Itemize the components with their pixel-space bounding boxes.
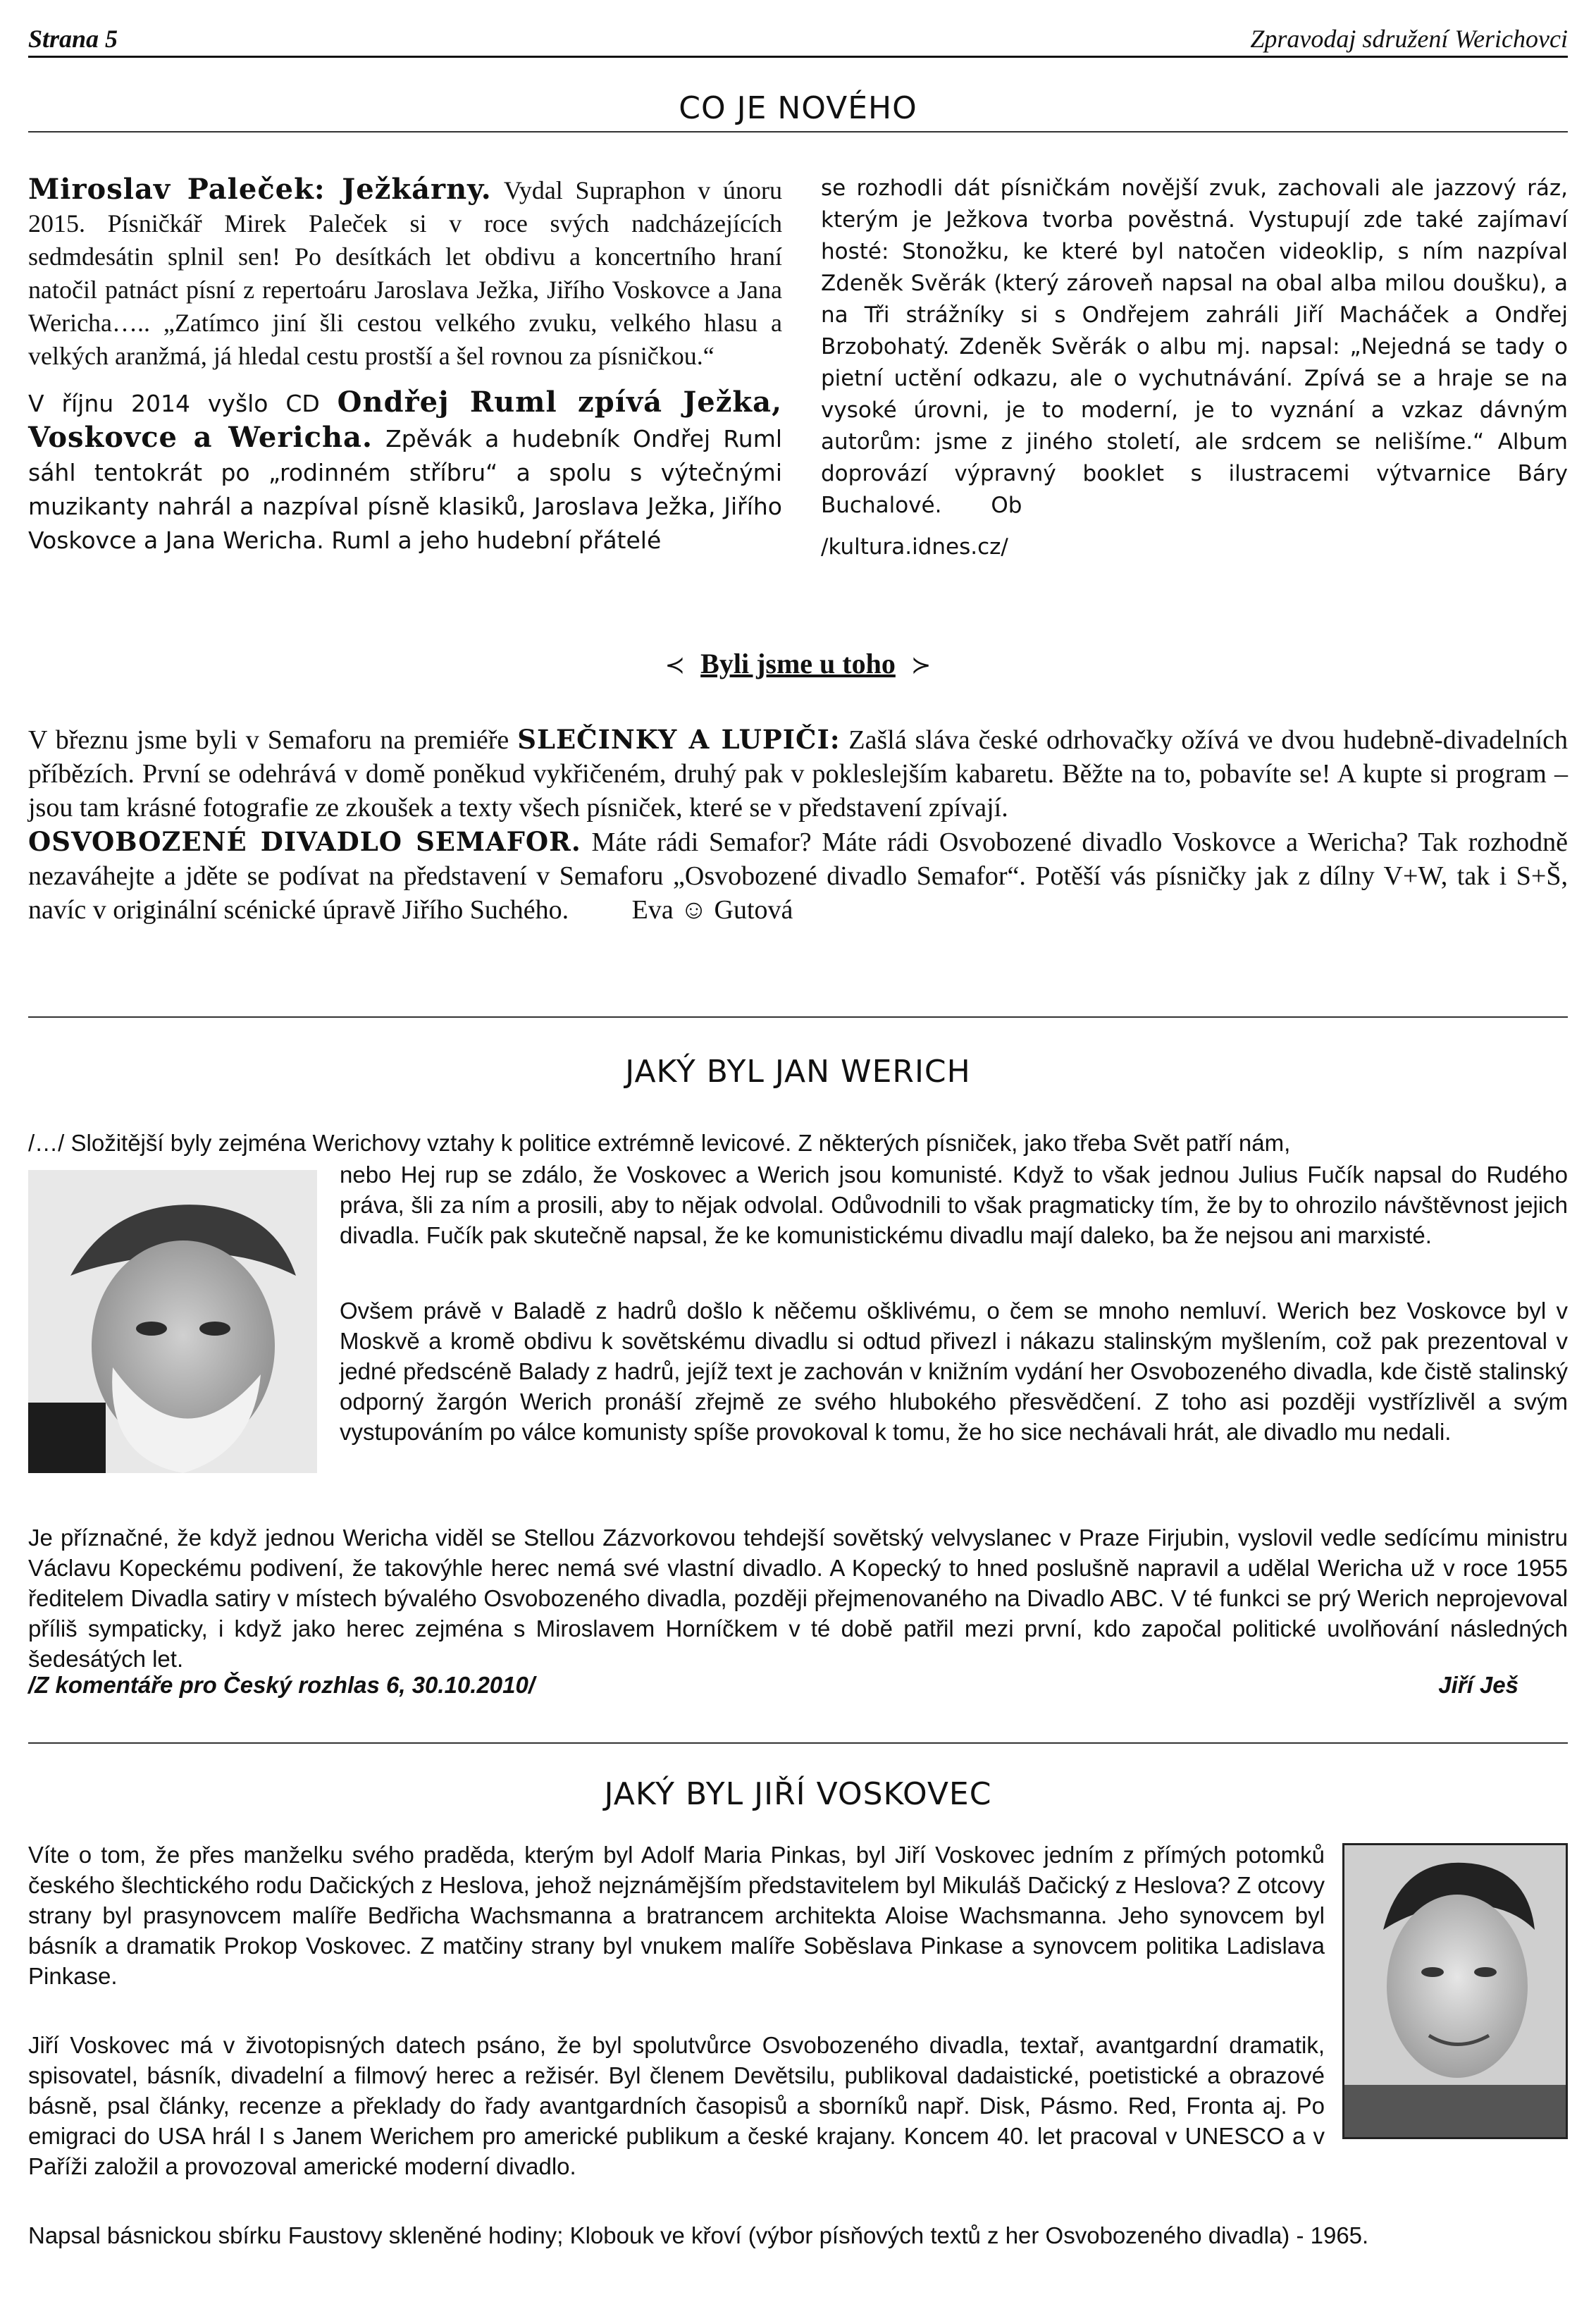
voskovec-paragraph-1: Víte o tom, že přes manželku svého praděda, kterým byl Adolf Maria Pinkas, byl Jiří Voskovec jedním z přímých potomků českého šlechtického rodu Dačických z Heslova, jehož nejznámějším představitelem byl Mikuláš Dačický z Heslova? Z otcovy strany byl prasynovcem malíře Bedřicha Wachsmanna a bratrancem architekta Aloise Wachsmanna. Jeho synovcem byl básník a dramatik Prokop Voskovec. Z matčiny strany byl vnukem malíře Soběslava Pinkase a synovcem politika Ladislava Pinkase.: [28, 1842, 1325, 1989]
werich-paragraph-1: nebo Hej rup se zdálo, že Voskovec a Werich jsou komunisté. Když to však jednou Julius Fučík napsal do Rudého práva, šli za ním a prosili, aby to nějak odvolal. Odůvodnili to však pragmaticky tím, že by to ohrozilo návštěvnost jejich divadla. Fučík pak skutečně napsal, že ke komunistickému divadlu mají daleko, ba že nejsou ani marxisté.: [340, 1162, 1568, 1248]
section-title-werich: JAKÝ BYL JAN WERICH: [625, 1054, 971, 1090]
werich-source-row: [28, 1672, 1568, 1699]
ruml-title: Ondřej Ruml zpívá Ježka, Voskovce a Wericha.: [28, 386, 782, 454]
semafor-paragraph: OSVOBOZENÉ DIVADLO SEMAFOR. Máte rádi Semafor? Máte rádi Osvobozené divadlo Voskovce a Wericha? Tak rozhodně nezaváhejte a jděte se podívat na představení v Semaforu „Osvobozené divadlo Semafor“. Potěší vás písničky jak z dílny V+W, tak i S+Š, navíc v originální scénické úpravě Jiřího Suchého. Eva ☺ Gutová: [28, 826, 1568, 925]
werich-author: Jiří Ješ: [1438, 1672, 1518, 1698]
divider: [28, 1742, 1568, 1744]
palecek-text: Vydal Supraphon v únoru 2015. Písničkář Mirek Paleček si v roce svých nadcházejících sedmdesátin splnil sen! Po desítkách let obdivu a koncertního hraní natočil patnáct písní z repertoáru Jaroslava Ježka, Jiřího Voskovce a Jana Wericha….. „Zatímco jiní šli cestou velkého zvuku, velkého hlasu a velkých aranžmá, já hledal cestu prostší a šel rovnou za písničkou.“: [28, 176, 782, 370]
source-idnes: /kultura.idnes.cz/: [821, 534, 1008, 560]
right-arrow-icon: ≻: [910, 651, 932, 679]
divider: [28, 131, 1568, 133]
voskovec-paragraph-2: Jiří Voskovec má v životopisných datech psáno, že byl spolutvůrce Osvobozeného divadla, textař, avantgardní dramatik, spisovatel, básník, divadelní a filmový herec a režisér. Byl členem Devětsilu, publikoval dadaistické, poetistické a obrazové básně, psal články, recenze a překlady do řady avantgardních časopisů a sborníků např. Disk, Pásmo. Red, Fronta aj. Po emigraci do USA hrál I s Janem Werichem pro americké publikum a české krajany. Koncem 40. let pracoval v UNESCO a v Paříži založil a provozoval americké moderní divadlo.: [28, 2032, 1325, 2179]
divider: [28, 1016, 1568, 1018]
jiri-voskovec-photo: [1342, 1843, 1568, 2139]
section-title-voskovec: JAKÝ BYL JIŘÍ VOSKOVEC: [604, 1776, 992, 1812]
slecinky-title: SLEČINKY A LUPIČI:: [517, 724, 841, 755]
werich-intro: /…/ Složitější byly zejména Werichovy vztahy k politice extrémně levicové. Z některých písniček, jako třeba Svět patří nám,: [28, 1130, 1291, 1156]
left-arrow-icon: ≺: [664, 651, 686, 679]
voskovec-paragraph-3: Napsal básnickou sbírku Faustovy skleněné hodiny; Klobouk ve křoví (výbor písňových textů z her Osvobozeného divadla) - 1965.: [28, 2222, 1369, 2248]
newsletter-title: Zpravodaj sdružení Werichovci: [1250, 25, 1568, 53]
byli-body: [28, 722, 1568, 927]
werich-paragraph-2: Ovšem právě v Baladě z hadrů došlo k něčemu ošklivému, o čem se mnoho nemluví. Werich bez Voskovce byl v Moskvě a kromě obdivu k sovětskému divadlu si odtud přivezl i nákazu stalinským myšlením, což pak prezentoval v jedné předscéně Balady z hadrů, jejíž text je zachován v knižním vydání her Osvobozeného divadla, kde čistě stalinský odporný žargón Werich pronáší zřejmě ze svého hlubokého přesvědčení. Z toho asi později vystřízlivěl a svým vystupováním po válce komunisty spíše provokoval k tomu, že ho sice nechávali hrát, ale divadlo mu nedali.: [340, 1298, 1568, 1445]
ruml-intro: V říjnu 2014 vyšlo CD: [28, 390, 338, 417]
werich-source: /Z komentáře pro Český rozhlas 6, 30.10.2010/: [28, 1672, 536, 1698]
whats-new-left-column: [28, 173, 782, 558]
signature-ob: Ob: [991, 493, 1022, 518]
section-title-byli: [28, 647, 1568, 680]
palecek-paragraph: [28, 173, 782, 373]
byli-title: Byli jsme u toho: [700, 648, 896, 679]
jan-werich-photo: [28, 1170, 317, 1473]
slecinky-paragraph: V březnu jsme byli v Semaforu na premiéře SLEČINKY A LUPIČI: Zašlá sláva české odrhovačky ožívá ve dvou hudebně-divadelních příbězích. První se odehrává v domě poněkud vykřičeném, druhý pak v pokleslejším kabaretu. Běžte na to, pobavíte se! A kupte si program – jsou tam krásné fotografie ze zkoušek a texty všech písniček, které se v představení zpívají.: [28, 724, 1568, 823]
page-header: [28, 20, 1568, 58]
ruml-paragraph: [28, 386, 782, 558]
ruml-text: Zpěvák a hudebník Ondřej Ruml sáhl tentokrát po „rodinném stříbru“ a spolu s výtečnými muzikanty nahrál a nazpíval písně klasiků, Jaroslava Ježka, Jiřího Voskovce a Jana Wericha. Ruml a jeho hudební přátelé: [28, 425, 783, 554]
section-title-whats-new: CO JE NOVÉHO: [679, 90, 917, 126]
palecek-title: Miroslav Paleček: Ježkárny.: [28, 173, 492, 206]
whats-new-right-column: [821, 173, 1568, 563]
page-number: Strana 5: [28, 25, 118, 53]
semafor-title: OSVOBOZENÉ DIVADLO SEMAFOR.: [28, 826, 581, 857]
ruml-continued: se rozhodli dát písničkám novější zvuk, zachovali ale jazzový ráz, kterým je Ježkova tvorba pověstná. Vystupují zde také zajímaví hosté: Stonožku, ke které byl natočen videoklip, s ním nazpíval Zdeněk Svěrák (který zároveň napsal na obal alba milou doušku), a na Tři strážníky si s Ondřejem zahráli Jiří Macháček a Ondřej Brzobohatý. Zdeněk Svěrák o albu mj. napsal: „Nejedná se tady o pietní uctění odkazu, ale o vychutnávání. Zpívá se a hraje se na vysoké úrovni, je to moderní, je to vyznání a vzkaz dávným autorům: jsme z jiného století, ale srdcem se nelišíme.“ Album doprovází výpravný booklet s ilustracemi výtvarnice Báry Buchalové. Ob: [821, 176, 1568, 518]
werich-paragraph-3: Je příznačné, že když jednou Wericha viděl se Stellou Zázvorkovou tehdejší sovětský velvyslanec v Praze Firjubin, vyslovil vedle sedícímu ministru Václavu Kopeckému podivení, že takovýhle herec nemá své vlastní divadlo. A Kopecký to hned poslušně napravil a udělal Wericha už v roce 1955 ředitelem Divadla satiry v místech bývalého Osvobozeného divadla, později přejmenovaného na Divadlo ABC. V té funkci se prý Werich neprojevoval příliš sympaticky, i když jako herec zejména s Miroslavem Horníčkem v té době patřil mezi první, kdo započal politické uvolňování následných šedesátých let.: [28, 1525, 1568, 1672]
signature-gutova: Eva ☺ Gutová: [631, 895, 793, 925]
